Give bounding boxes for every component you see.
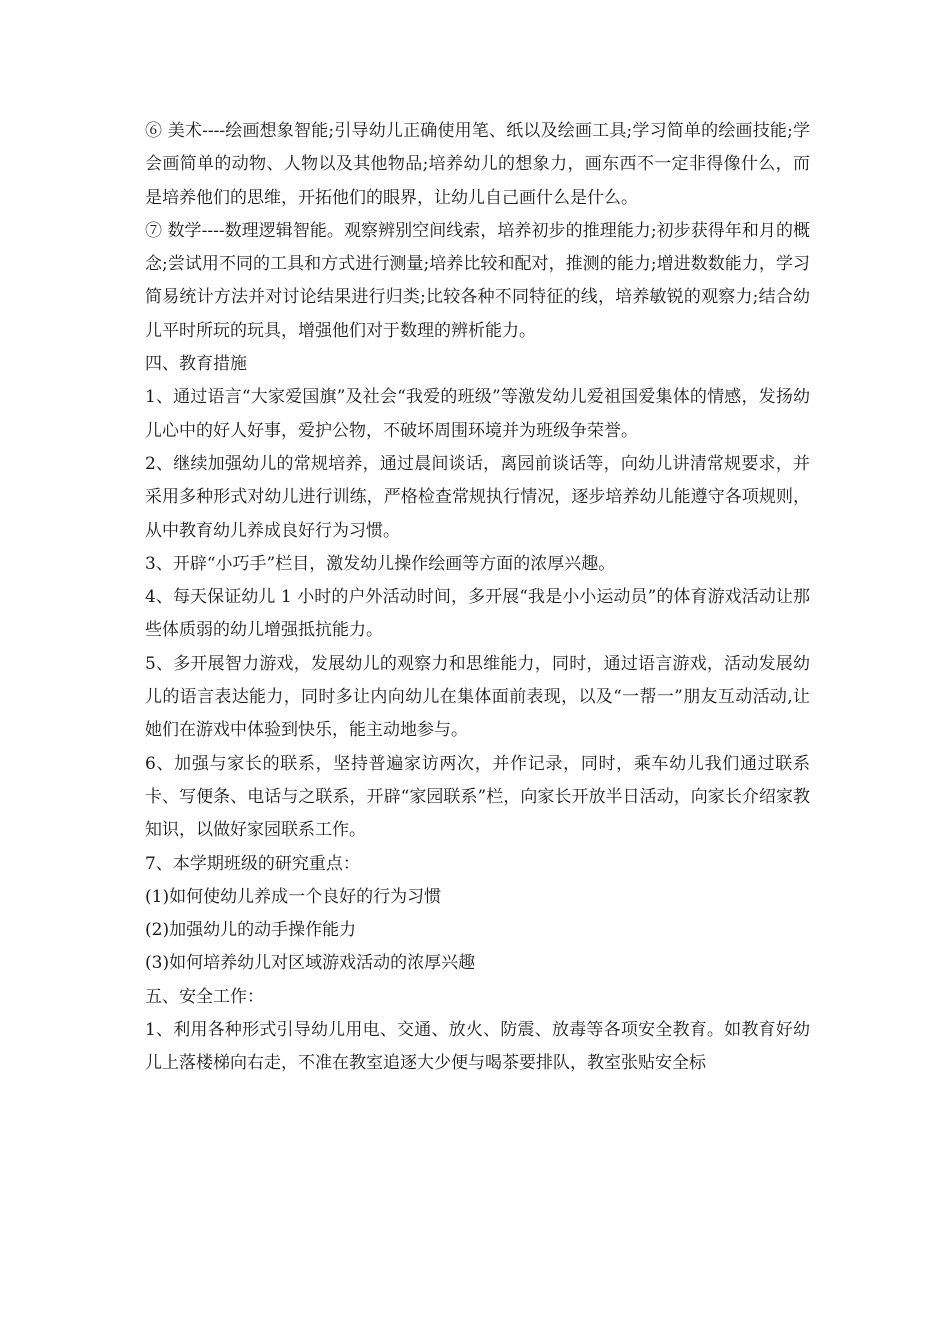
section-heading-safety: 五、安全工作：	[145, 986, 264, 1007]
paragraph-measure-7: 7、本学期班级的研究重点：	[145, 853, 360, 874]
paragraph-measure-5: 5、多开展智力游戏，发展幼儿的观察力和思维能力，同时，通过语言游戏，活动发展幼儿的语言表达能力，同时多让内向幼儿在集体面前表现，以及“一帮一”朋友互动活动,让她们在游戏中体验到快乐，能主动地参与。	[145, 653, 810, 741]
paragraph-math: ⑦ 数学----数理逻辑智能。观察辨别空间线索，培养初步的推理能力;初步获得年和月的概念;尝试用不同的工具和方式进行测量;培养比较和配对，推测的能力;增进数数能力，学习简易统计方法并对讨论结果进行归类;比较各种不同特征的线，培养敏锐的观察力;结合幼儿平时所玩的玩具，增强他们对于数理的辨析能力。	[145, 220, 810, 341]
paragraph-measure-4: 4、每天保证幼儿 1 小时的户外活动时间，多开展“我是小小运动员”的体育游戏活动让那些体质弱的幼儿增强抵抗能力。	[145, 587, 810, 641]
paragraph-safety-1: 1、利用各种形式引导幼儿用电、交通、放火、防震、放毒等各项安全教育。如教育好幼儿上落楼梯向右走，不准在教室追逐大少便与喝茶要排队，教室张贴安全标	[145, 1020, 810, 1074]
paragraph-measure-6: 6、加强与家长的联系，坚持普遍家访两次，并作记录，同时，乘车幼儿我们通过联系卡、写便条、电话与之联系，开辟“家园联系”栏，向家长开放半日活动，向家长介绍家教知识，以做好家园联系工作。	[145, 753, 810, 841]
paragraph-measure-2: 2、继续加强幼儿的常规培养，通过晨间谈话，离园前谈话等，向幼儿讲清常规要求，并采用多种形式对幼儿进行训练，严格检查常规执行情况，逐步培养幼儿能遵守各项规则，从中教育幼儿养成良好行为习惯。	[145, 453, 810, 541]
paragraph-measure-3: 3、开辟“小巧手”栏目，激发幼儿操作绘画等方面的浓厚兴趣。	[145, 553, 616, 574]
research-item-3: (3)如何培养幼儿对区域游戏活动的浓厚兴趣	[145, 953, 476, 974]
research-item-2: (2)加强幼儿的动手操作能力	[145, 920, 357, 941]
paragraph-art: ⑥ 美术----绘画想象智能;引导幼儿正确使用笔、纸以及绘画工具;学习简单的绘画技能;学会画简单的动物、人物以及其他物品;培养幼儿的想象力，画东西不一定非得像什么，而是培养他们的思维，开拓他们的眼界，让幼儿自己画什么是什么。	[145, 121, 810, 208]
research-item-1: (1)如何使幼儿养成一个良好的行为习惯	[145, 886, 442, 907]
paragraph-measure-1: 1、通过语言“大家爱国旗”及社会“我爱的班级”等激发幼儿爱祖国爱集体的情感，发扬幼儿心中的好人好事，爱护公物，不破坏周围环境并为班级争荣誉。	[145, 387, 810, 441]
section-heading-education-measures: 四、教育措施	[145, 354, 247, 375]
document-page	[145, 115, 810, 1081]
